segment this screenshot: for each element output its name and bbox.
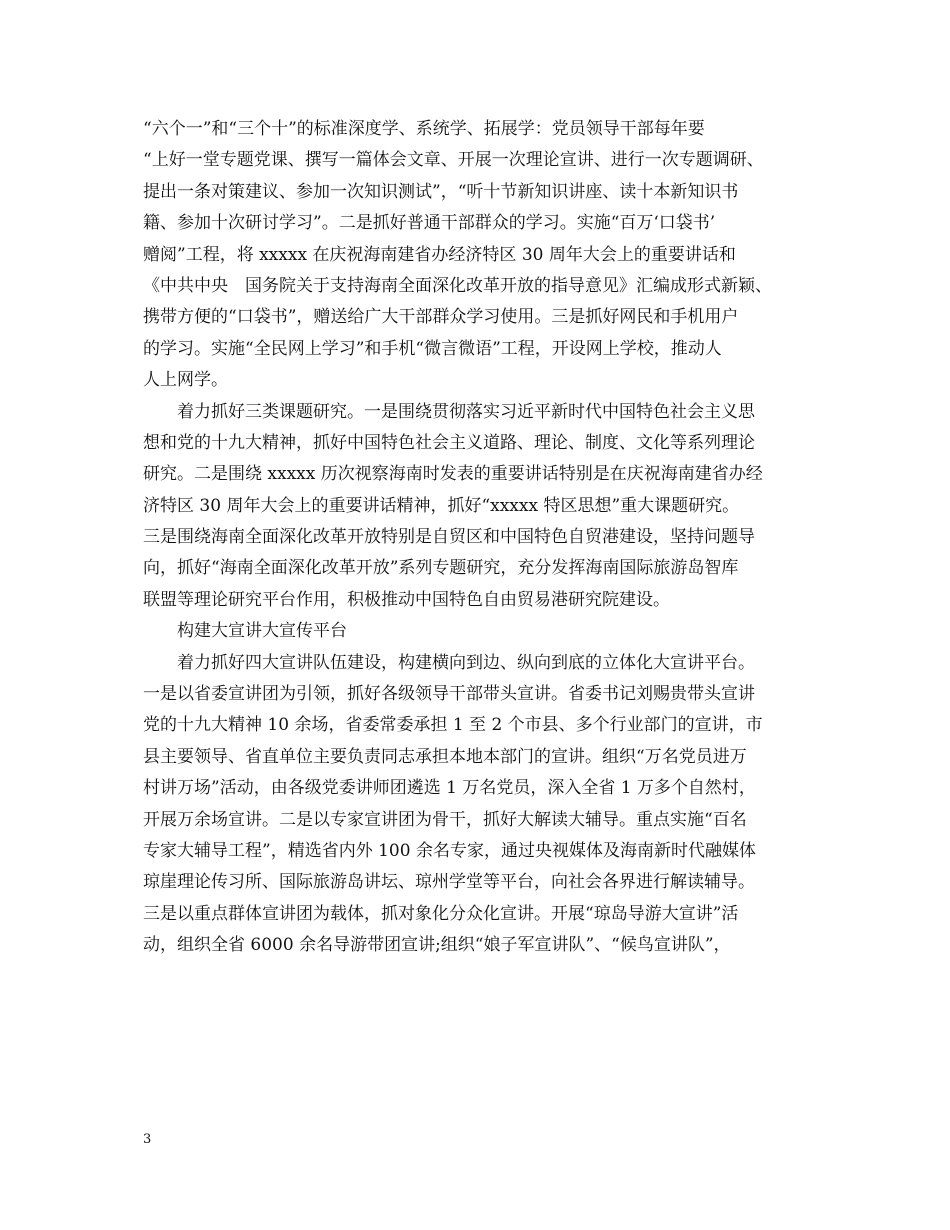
text-line: 赠阅”工程，将 xxxxx 在庆祝海南建省办经济特区 30 周年大会上的重要讲话和 <box>143 244 736 265</box>
text-line: 专家大辅导工程”，精选省内外 100 余名专家，通过央视媒体及海南新时代融媒体 <box>143 840 756 861</box>
text-line: 党的十九大精神 10 余场，省委常委承担 1 至 2 个市县、多个行业部门的宣讲，市 <box>143 715 763 736</box>
text-line: 着力抓好四大宣讲队伍建设，构建横向到边、纵向到底的立体化大宣讲平台。 <box>143 652 755 673</box>
text-line: 开展万余场宣讲。二是以专家宣讲团为骨干，抓好大解读大辅导。重点实施“百名 <box>143 809 747 830</box>
text-line: 携带方便的“口袋书”，赠送给广大干部群众学习使用。三是抓好网民和手机用户 <box>143 307 739 328</box>
text-line: “六个一”和“三个十”的标准深度学、系统学、拓展学：党员领导干部每年要 <box>143 119 705 139</box>
text-line: 向，抓好“海南全面深化改革开放”系列专题研究，充分发挥海南国际旅游岛智库 <box>143 558 739 579</box>
text-line: 想和党的十九大精神，抓好中国特色社会主义道路、理论、制度、文化等系列理论 <box>143 432 755 453</box>
text-line: 三是以重点群体宣讲团为载体，抓对象化分众化宣讲。开展“琼岛导游大宣讲”活 <box>143 903 739 924</box>
text-line: 琼崖理论传习所、国际旅游岛讲坛、琼州学堂等平台，向社会各界进行解读辅导。 <box>143 872 755 893</box>
text-line: 一是以省委宣讲团为引领，抓好各级领导干部带头宣讲。省委书记刘赐贵带头宣讲 <box>143 684 755 705</box>
text-line: 籍、参加十次研讨学习”。二是抓好普通干部群众的学习。实施“百万‘口袋书’ <box>143 213 716 234</box>
text-line: 人上网学。 <box>143 370 228 391</box>
text-line: 研究。二是围绕 xxxxx 历次视察海南时发表的重要讲话特别是在庆祝海南建省办经 <box>143 464 763 485</box>
text-line: 三是围绕海南全面深化改革开放特别是自贸区和中国特色自贸港建设，坚持问题导 <box>143 527 755 548</box>
page-number: 3 <box>143 1132 152 1147</box>
text-line: 动，组织全省 6000 余名导游带团宣讲;组织“娘子军宣讲队”、“候鸟宣讲队”， <box>143 935 731 956</box>
text-line: 构建大宣讲大宣传平台 <box>143 621 347 642</box>
text-line: 提出一条对策建议、参加一次知识测试”，“听十节新知识讲座、读十本新知识书 <box>143 181 739 202</box>
text-line: 济特区 30 周年大会上的重要讲话精神，抓好“xxxxx 特区思想”重大课题研究。 <box>143 495 740 516</box>
text-line: 联盟等理论研究平台作用，积极推动中国特色自由贸易港研究院建设。 <box>143 589 670 610</box>
text-line: 县主要领导、省直单位主要负责同志承担本地本部门的宣讲。组织“万名党员进万 <box>143 746 747 767</box>
text-line: 的学习。实施“全民网上学习”和手机“微言微语”工程，开设网上学校，推动人 <box>143 338 722 359</box>
text-line: 村讲万场”活动，由各级党委讲师团遴选 1 万名党员，深入全省 1 万多个自然村， <box>143 778 756 799</box>
text-line: “上好一堂专题党课、撰写一篇体会文章、开展一次理论宣讲、进行一次专题调研、 <box>143 150 764 171</box>
body-text <box>143 114 813 962</box>
text-line: 《中共中央 国务院关于支持海南全面深化改革开放的指导意见》汇编成形式新颖、 <box>143 275 772 296</box>
text-line: 着力抓好三类课题研究。一是围绕贯彻落实习近平新时代中国特色社会主义思 <box>143 401 755 422</box>
